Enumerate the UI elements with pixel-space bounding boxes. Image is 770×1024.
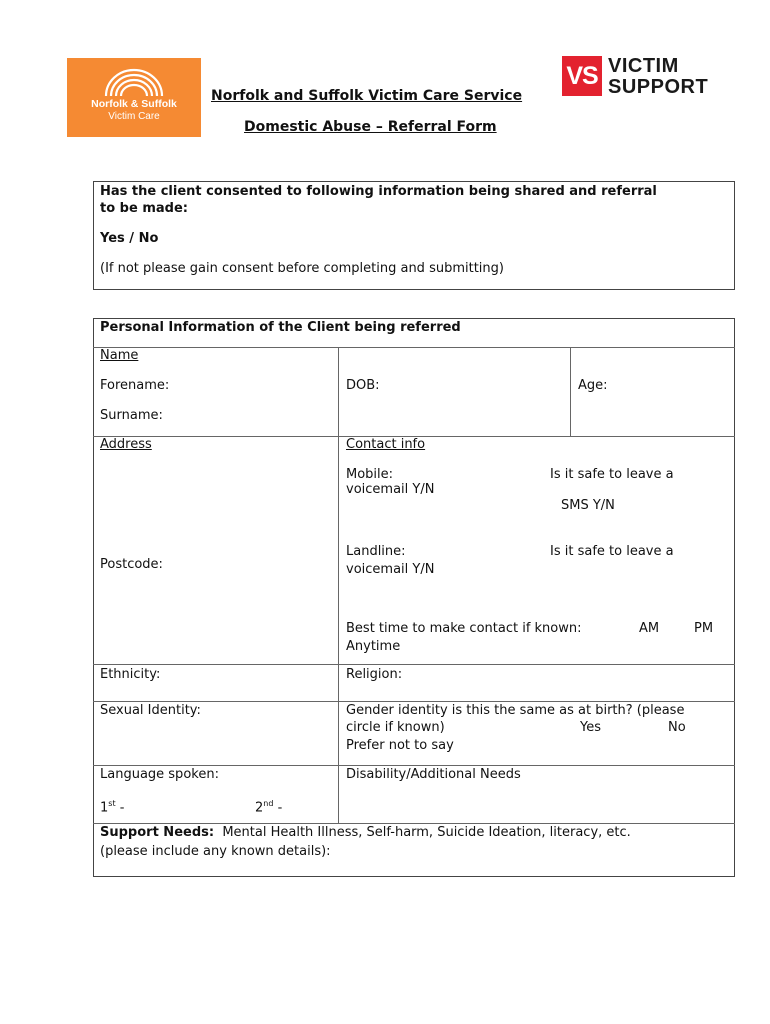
best-time-label: Best time to make contact if known: <box>346 621 582 636</box>
best-time-anytime[interactable]: Anytime <box>346 639 401 654</box>
best-time-pm[interactable]: PM <box>694 621 714 636</box>
consent-question-line1: Has the client consented to following information being shared and referral <box>100 184 657 199</box>
consent-question-line2: to be made: <box>100 201 188 216</box>
postcode-field[interactable]: Postcode: <box>100 557 163 572</box>
language-second-number: 2 <box>255 800 264 816</box>
vs-word-victim: VICTIM <box>608 55 679 77</box>
address-heading: Address <box>100 437 152 452</box>
logo-text-line2: Victim Care <box>108 111 160 122</box>
column-divider <box>338 347 339 823</box>
language-first-dash: - <box>115 800 125 816</box>
landline-field[interactable]: Landline: <box>346 544 406 559</box>
support-needs-line2: (please include any known details): <box>100 844 331 859</box>
landline-voicemail-question: Is it safe to leave a <box>550 544 674 559</box>
support-needs-examples: Mental Health Illness, Self-harm, Suicide Ideation, literacy, etc. <box>222 825 631 840</box>
gender-yes[interactable]: Yes <box>580 720 601 735</box>
language-second-suffix: nd <box>263 799 274 808</box>
mobile-voicemail-yn[interactable]: voicemail Y/N <box>346 482 435 497</box>
vs-word-support: SUPPORT <box>608 76 709 98</box>
contact-heading: Contact info <box>346 437 426 452</box>
dob-field[interactable]: DOB: <box>346 378 380 393</box>
sms-yn[interactable]: SMS Y/N <box>561 498 615 513</box>
gender-prefer-not[interactable]: Prefer not to say <box>346 738 454 753</box>
norfolk-suffolk-logo <box>67 58 201 137</box>
row-divider <box>93 765 735 766</box>
age-field[interactable]: Age: <box>578 378 608 393</box>
language-first-suffix: st <box>108 799 116 808</box>
rainbow-arch-icon <box>67 58 201 98</box>
personal-info-heading: Personal Information of the Client being referred <box>100 320 461 335</box>
landline-voicemail-yn[interactable]: voicemail Y/N <box>346 562 435 577</box>
language-first-number: 1 <box>100 800 109 816</box>
surname-field[interactable]: Surname: <box>100 408 163 423</box>
ethnicity-field[interactable]: Ethnicity: <box>100 667 161 682</box>
forename-field[interactable]: Forename: <box>100 378 170 393</box>
mobile-voicemail-question: Is it safe to leave a <box>550 467 674 482</box>
row-divider <box>93 823 735 824</box>
sexual-identity-field[interactable]: Sexual Identity: <box>100 703 201 718</box>
form-title: Domestic Abuse – Referral Form <box>244 119 497 135</box>
row-divider <box>93 347 735 348</box>
support-needs-line1[interactable] <box>100 825 631 841</box>
religion-field[interactable]: Religion: <box>346 667 403 682</box>
language-label: Language spoken: <box>100 767 219 782</box>
support-needs-label: Support Needs: <box>100 825 215 840</box>
language-second-dash: - <box>273 800 283 816</box>
service-title: Norfolk and Suffolk Victim Care Service <box>211 88 523 104</box>
name-heading: Name <box>100 348 139 363</box>
consent-note: (If not please gain consent before completing and submitting) <box>100 261 504 276</box>
consent-answer[interactable]: Yes / No <box>100 231 159 246</box>
disability-field[interactable]: Disability/Additional Needs <box>346 767 521 782</box>
row-divider <box>93 664 735 665</box>
language-second[interactable] <box>255 796 282 816</box>
gender-question-line1: Gender identity is this the same as at birth? (please <box>346 703 685 718</box>
mobile-field[interactable]: Mobile: <box>346 467 394 482</box>
gender-no[interactable]: No <box>668 720 686 735</box>
logo-text-line1: Norfolk & Suffolk <box>91 98 177 110</box>
gender-question-line2: circle if known) <box>346 720 445 735</box>
vs-badge: VS <box>562 56 602 96</box>
column-divider <box>570 347 571 436</box>
best-time-am[interactable]: AM <box>639 621 660 636</box>
row-divider <box>93 701 735 702</box>
language-first[interactable] <box>100 796 124 816</box>
personal-info-table <box>93 318 735 877</box>
